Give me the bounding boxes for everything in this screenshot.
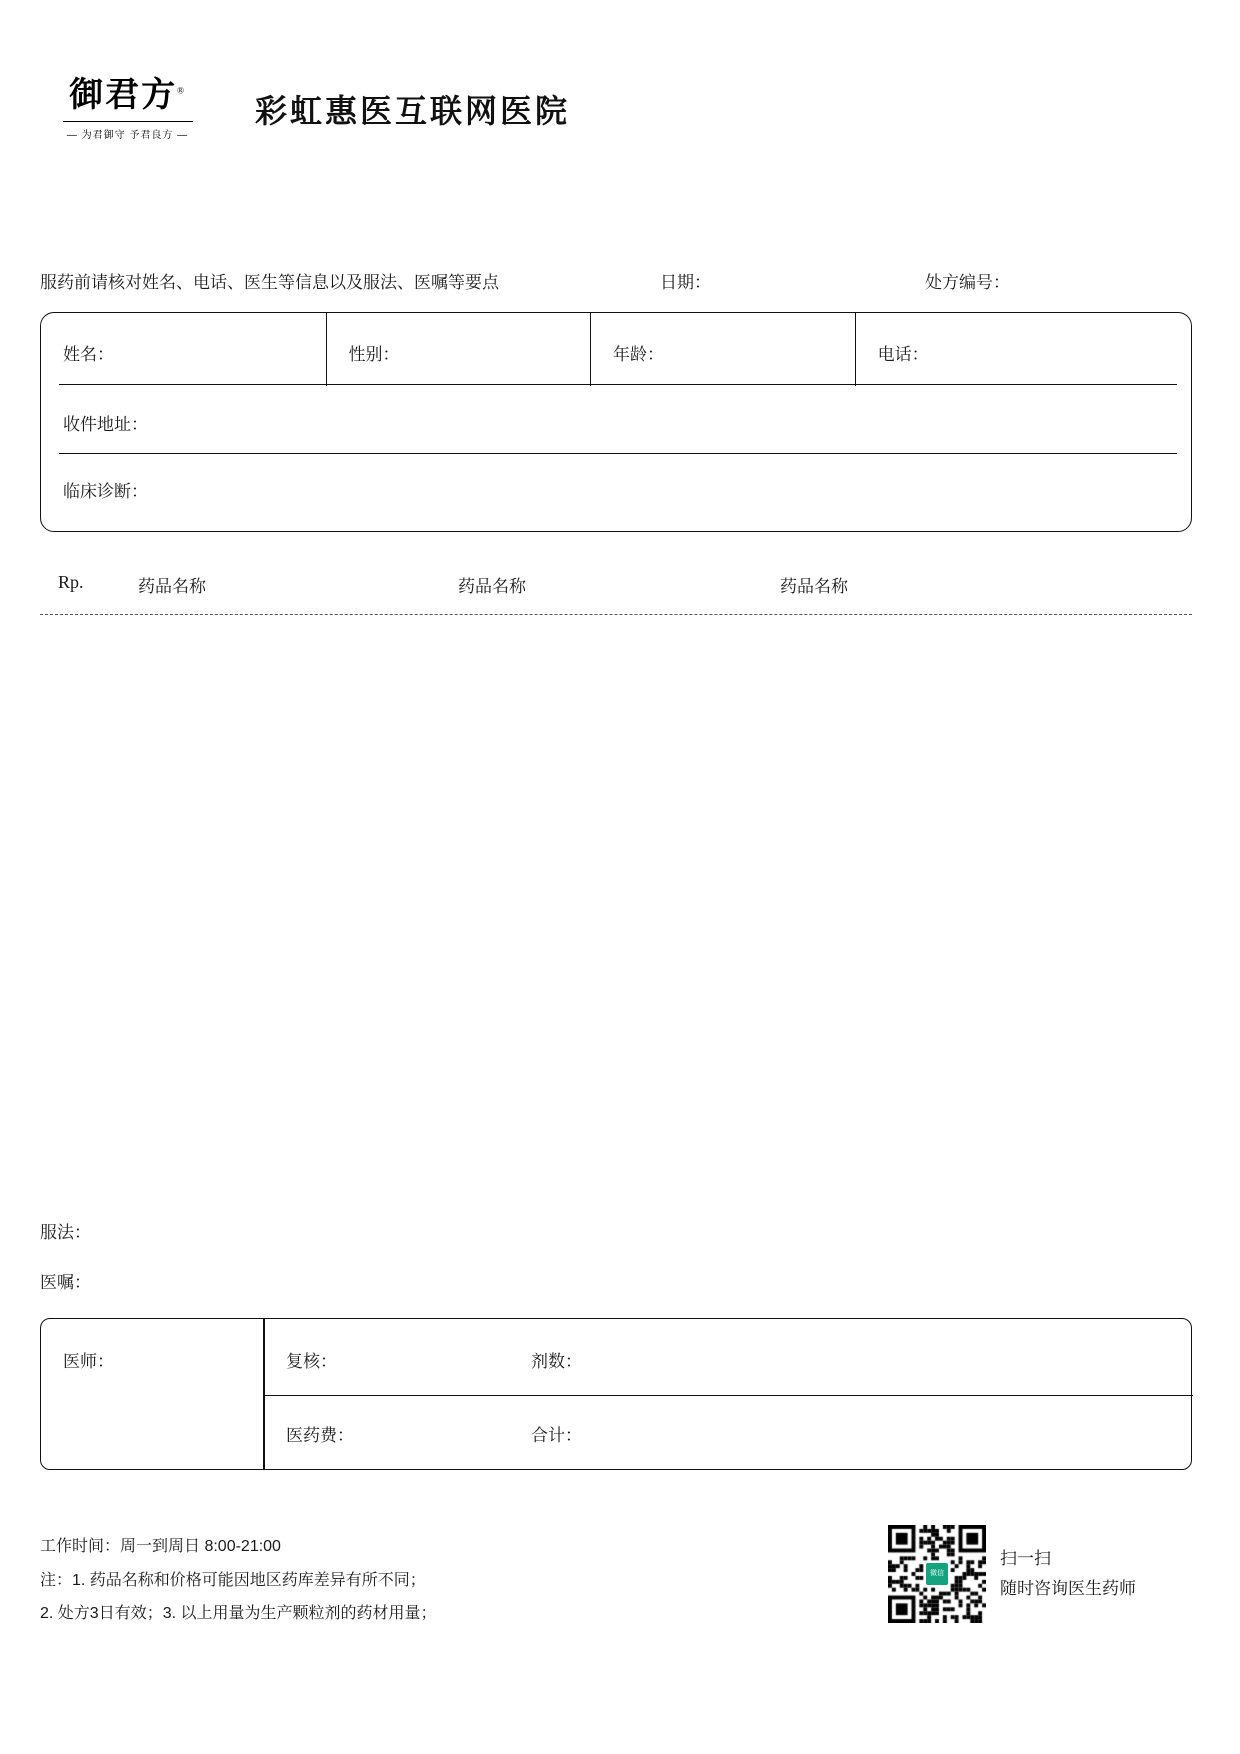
patient-diagnosis-field[interactable] <box>41 453 1191 531</box>
signature-box <box>40 1318 1192 1470</box>
patient-name-field[interactable] <box>41 313 326 386</box>
patient-phone-field[interactable] <box>855 313 1191 386</box>
drug-column-2-header: 药品名称 <box>458 577 526 596</box>
serial-label: 处方编号： <box>925 273 1010 292</box>
prescription-body-area[interactable] <box>40 625 1192 1205</box>
patient-name-label: 姓名： <box>63 345 114 364</box>
patient-age-label: 年龄： <box>613 345 665 364</box>
signature-vertical-divider <box>263 1319 265 1469</box>
logo-divider <box>63 121 193 122</box>
rp-label: Rp. <box>58 572 84 592</box>
fee-label: 医药费： <box>286 1426 354 1445</box>
drug-column-3-header: 药品名称 <box>780 577 848 596</box>
working-hours: 工作时间：周一到周日 8:00-21:00 <box>40 1538 281 1555</box>
patient-age-field[interactable] <box>590 313 855 386</box>
patient-address-field[interactable] <box>41 386 1191 453</box>
footer-notes <box>40 1530 436 1631</box>
qr-code-icon[interactable] <box>888 1525 986 1623</box>
prescription-header-row <box>40 572 1192 604</box>
doctor-label: 医师： <box>63 1352 114 1371</box>
drug-column-1-header: 药品名称 <box>138 577 206 596</box>
hospital-name: 彩虹惠医互联网医院 <box>255 93 571 130</box>
recheck-label: 复核： <box>286 1352 337 1371</box>
recheck-field[interactable] <box>286 1347 337 1372</box>
qr-center-logo: 微信 <box>924 1561 950 1587</box>
total-label: 合计： <box>531 1426 582 1445</box>
logo-registered-mark: ® <box>177 85 186 96</box>
logo-wordmark <box>55 78 200 114</box>
brand-logo <box>55 78 200 141</box>
advice-label: 医嘱： <box>40 1273 91 1292</box>
qr-caption-line-2: 随时咨询医生药师 <box>1000 1579 1136 1598</box>
usage-label: 服法： <box>40 1223 91 1242</box>
logo-slogan: — 为君御守 予君良方 — <box>66 129 189 141</box>
prescription-dashed-divider <box>40 614 1192 615</box>
notice-text: 服药前请核对姓名、电话、医生等信息以及服法、医嘱等要点 <box>40 273 499 292</box>
patient-info-row-1 <box>41 313 1191 386</box>
fee-field[interactable] <box>286 1421 354 1446</box>
patient-phone-label: 电话： <box>877 345 929 364</box>
logo-text: 御君方 <box>69 77 178 114</box>
doctor-field[interactable] <box>63 1347 114 1372</box>
patient-gender-field[interactable] <box>326 313 591 386</box>
total-field[interactable] <box>531 1421 582 1446</box>
doses-field[interactable] <box>531 1347 582 1372</box>
patient-address-label: 收件地址： <box>63 415 148 434</box>
footer-note-2: 2. 处方3日有效；3. 以上用量为生产颗粒剂的药材用量； <box>40 1605 437 1623</box>
date-label: 日期： <box>660 273 711 292</box>
patient-info-box <box>40 312 1192 532</box>
document-header <box>55 78 570 141</box>
footer-note-1: 注：1. 药品名称和价格可能因地区药库差异有所不同； <box>40 1571 426 1589</box>
qr-caption <box>1000 1544 1136 1604</box>
qr-block <box>888 1525 1136 1623</box>
qr-caption-line-1: 扫一扫 <box>1000 1549 1051 1569</box>
doses-label: 剂数： <box>531 1352 582 1371</box>
patient-diagnosis-label: 临床诊断： <box>63 482 148 501</box>
patient-gender-label: 性别： <box>348 345 400 364</box>
signature-horizontal-divider <box>263 1395 1193 1396</box>
